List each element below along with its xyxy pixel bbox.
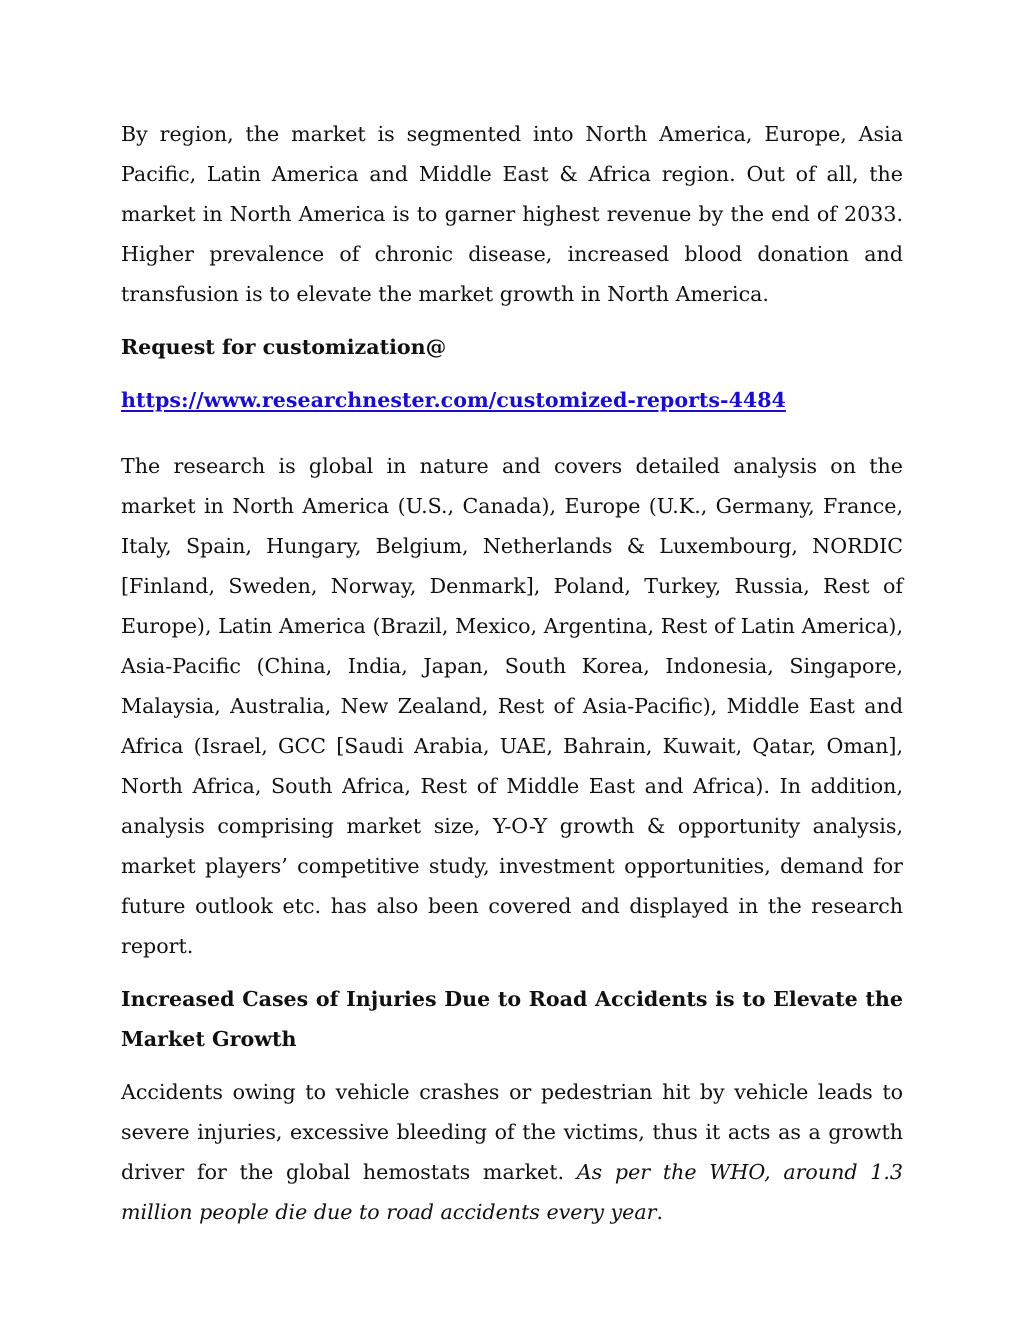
paragraph-regional-segmentation: By region, the market is segmented into North America, Europe, Asia Pacific, Latin America and Middle East & Africa region. Out of all, the market in North America is to garner highest revenue by the end of 2033. Higher prevalence of chronic disease, increased blood donation and transfusion is to elevate the market growth in North America. [121,122,903,306]
document-page [121,114,903,1245]
paragraph-research-coverage: The research is global in nature and covers detailed analysis on the market in North America (U.S., Canada), Europe (U.K., Germany, France, Italy, Spain, Hungary, Belgium, Netherlands & Luxembourg, NORDIC [Finland, Sweden, Norway, Denmark], Poland, Turkey, Russia, Rest of Europe), Latin America (Brazil, Mexico, Argentina, Rest of Latin America), Asia-Pacific (China, India, Japan, South Korea, Indonesia, Singapore, Malaysia, Australia, New Zealand, Rest of Asia-Pacific), Middle East and Africa (Israel, GCC [Saudi Arabia, UAE, Bahrain, Kuwait, Qatar, Oman], North Africa, South Africa, Rest of Middle East and Africa). In addition, analysis comprising market size, Y-O-Y growth & opportunity analysis, market players’ competitive study, investment opportunities, demand for future outlook etc. has also been covered and displayed in the research report. [121,454,903,958]
request-customization-label: Request for customization@ [121,335,447,359]
link-container [121,380,903,433]
paragraph-road-accidents-text: Accidents owing to vehicle crashes or pedestrian hit by vehicle leads to severe injuries, excessive bleeding of the victims, thus it acts as a growth driver for the global hemostats market. [121,1080,903,1184]
section-heading-road-accidents: Increased Cases of Injuries Due to Road Accidents is to Elevate the Market Growth [121,987,903,1051]
customization-report-link[interactable]: https://www.researchnester.com/customized-reports-4484 [121,388,786,412]
who-statistic-italic: As per the WHO, around 1.3 million people die due to road accidents every year [121,1160,903,1224]
paragraph-road-accidents-period: . [656,1200,663,1224]
paragraph-road-accidents [121,1072,903,1232]
